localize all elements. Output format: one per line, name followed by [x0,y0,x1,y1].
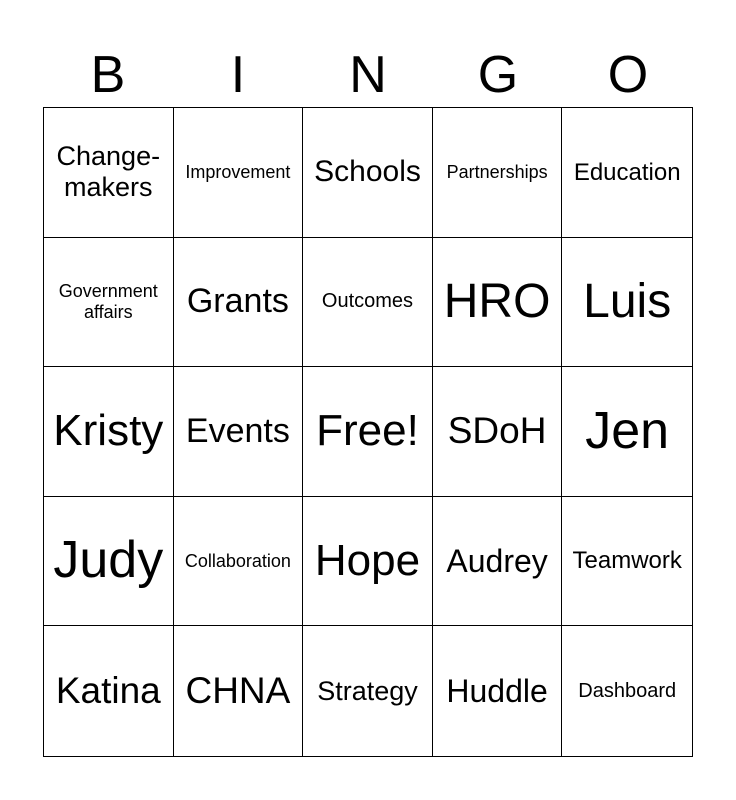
bingo-cell-sdoh[interactable]: SDoH [433,367,563,497]
bingo-cell-events[interactable]: Events [174,367,304,497]
bingo-cell-free-space[interactable]: Free! [303,367,433,497]
header-letter-o: O [607,46,649,104]
bingo-card-grid [43,107,693,757]
bingo-cell-schools[interactable]: Schools [303,108,433,238]
bingo-cell-chna[interactable]: CHNA [174,626,304,756]
header-letter-b: B [90,46,126,104]
bingo-cell-teamwork[interactable]: Teamwork [562,497,692,627]
bingo-cell-grants[interactable]: Grants [174,238,304,368]
bingo-cell-collaboration[interactable]: Collaboration [174,497,304,627]
header-letter-n: N [349,46,387,104]
bingo-cell-outcomes[interactable]: Outcomes [303,238,433,368]
bingo-cell-change-makers[interactable]: Change-makers [44,108,174,238]
bingo-cell-hope[interactable]: Hope [303,497,433,627]
bingo-cell-improvement[interactable]: Improvement [174,108,304,238]
bingo-cell-luis[interactable]: Luis [562,238,692,368]
bingo-cell-dashboard[interactable]: Dashboard [578,679,677,702]
bingo-header [43,42,693,108]
bingo-cell-education[interactable]: Education [562,108,692,238]
bingo-cell-jen[interactable]: Jen [562,367,692,497]
header-letter-g: G [477,46,519,104]
bingo-cell-partnerships[interactable]: Partnerships [433,108,563,238]
bingo-cell-audrey[interactable]: Audrey [433,497,563,627]
bingo-cell-kristy[interactable]: Kristy [44,367,174,497]
bingo-cell-hro[interactable]: HRO [433,238,563,368]
bingo-cell-judy[interactable]: Judy [44,497,174,627]
header-letter-i: I [230,46,246,104]
bingo-cell-huddle[interactable]: Huddle [433,626,563,756]
bingo-cell-strategy[interactable]: Strategy [303,626,433,756]
bingo-cell-katina[interactable]: Katina [44,626,174,756]
bingo-cell-government-affairs[interactable]: Government affairs [44,238,174,368]
